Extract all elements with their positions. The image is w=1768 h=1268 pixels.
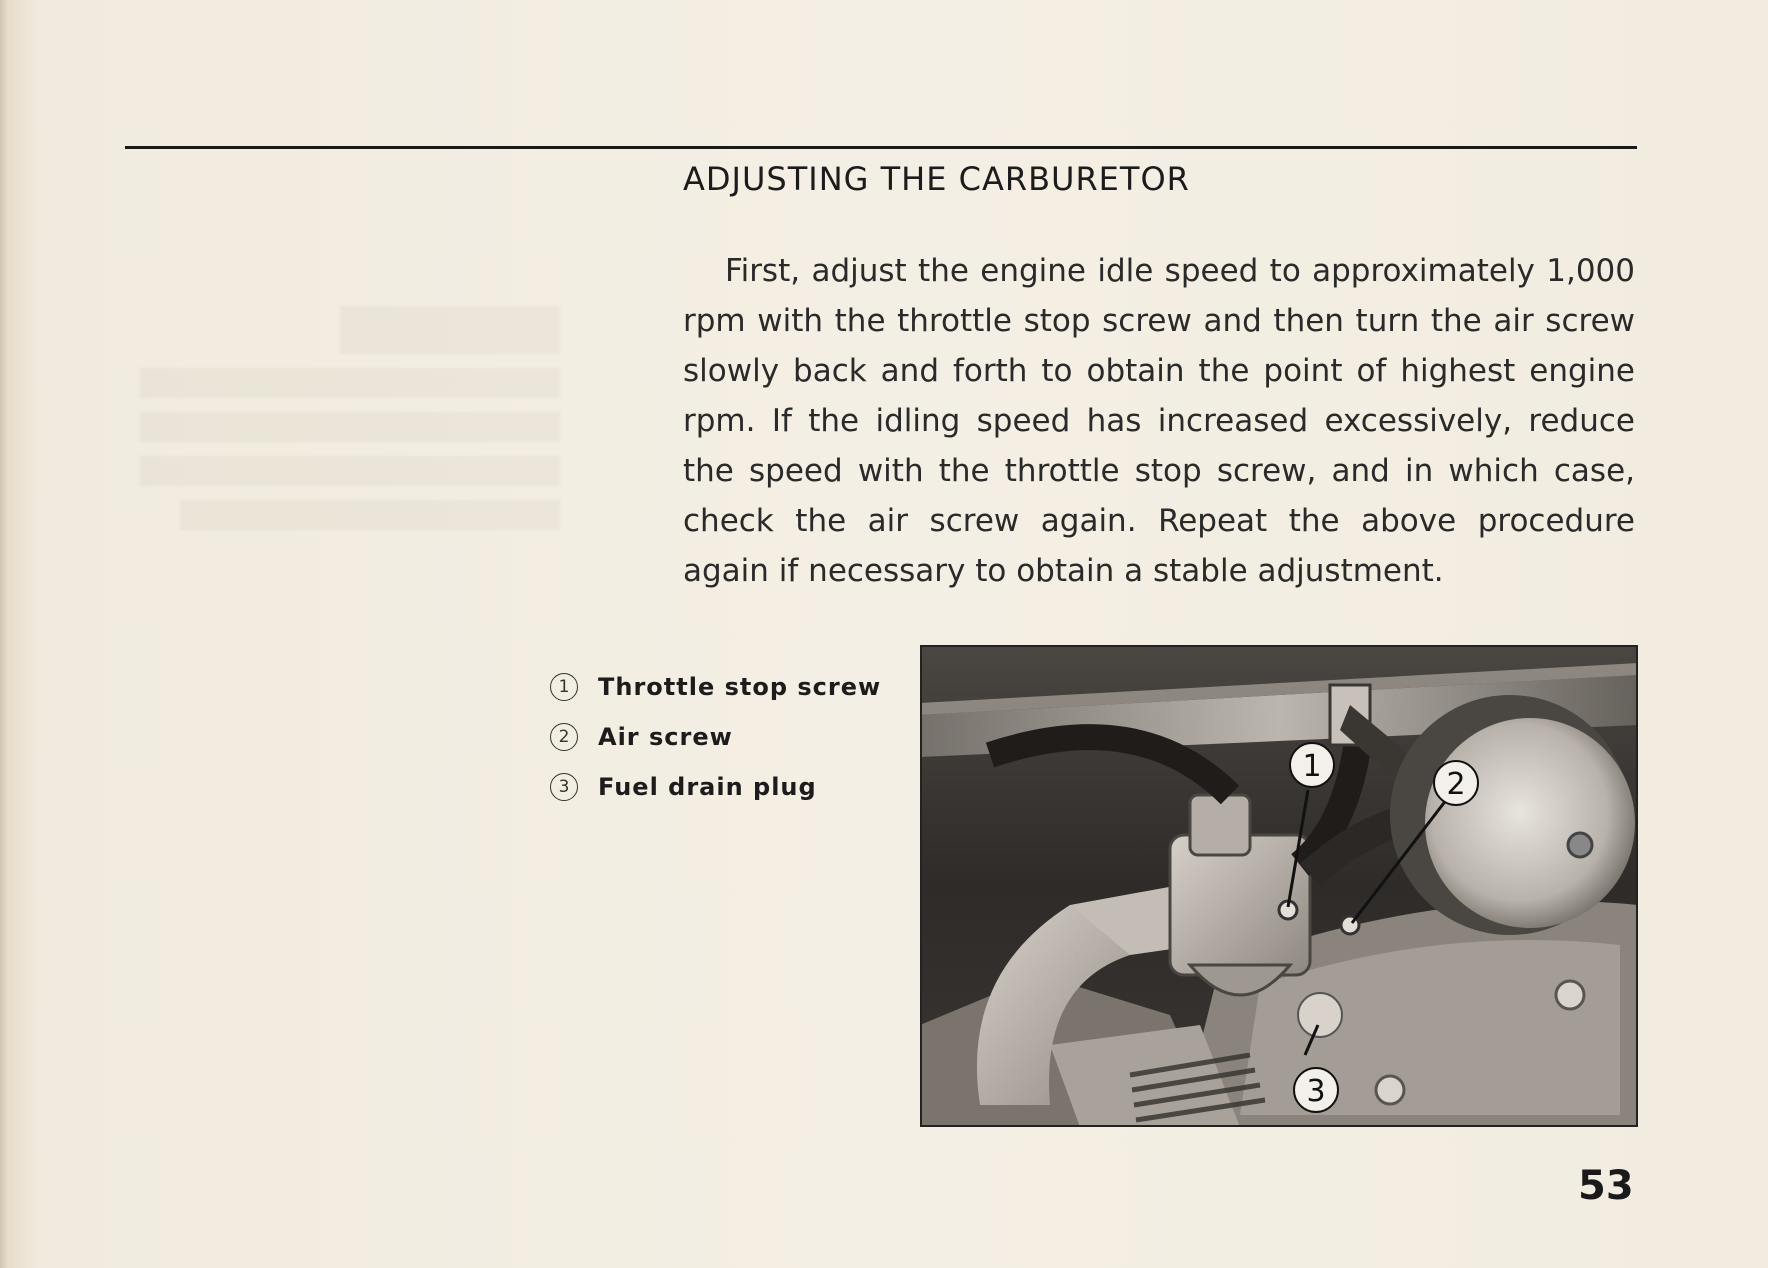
legend-label: Throttle stop screw [598,673,882,701]
carburetor-photo [920,645,1638,1127]
header-rule [125,146,1637,149]
legend-label: Air screw [598,723,733,751]
svg-text:2: 2 [1446,767,1466,802]
figure-legend [550,662,881,812]
bleed-through-shadow [140,300,560,544]
legend-item [550,762,881,812]
callout-1 [1290,743,1334,787]
svg-text:3: 3 [1306,1074,1326,1109]
legend-number: 1 [550,673,578,701]
legend-number: 2 [550,723,578,751]
section-heading: ADJUSTING THE CARBURETOR [683,160,1190,198]
legend-number: 3 [550,773,578,801]
legend-label: Fuel drain plug [598,773,817,801]
carburetor-photo-illustration [920,645,1638,1127]
callout-3 [1294,1068,1338,1112]
legend-item [550,712,881,762]
svg-text:1: 1 [1302,749,1322,784]
instruction-paragraph: First, adjust the engine idle speed to approximately 1,000 rpm with the throttle stop screw and then turn the air screw slowly back and forth to obtain the point of highest engine rpm. If the idling speed has increased excessively, reduce the speed with the throttle stop screw, and in which case, check the air screw again. Repeat the above procedure again if necessary to obtain a stable adjustment. [683,253,1635,589]
callout-2 [1434,761,1478,805]
legend-item [550,662,881,712]
page-number: 53 [1578,1163,1634,1209]
